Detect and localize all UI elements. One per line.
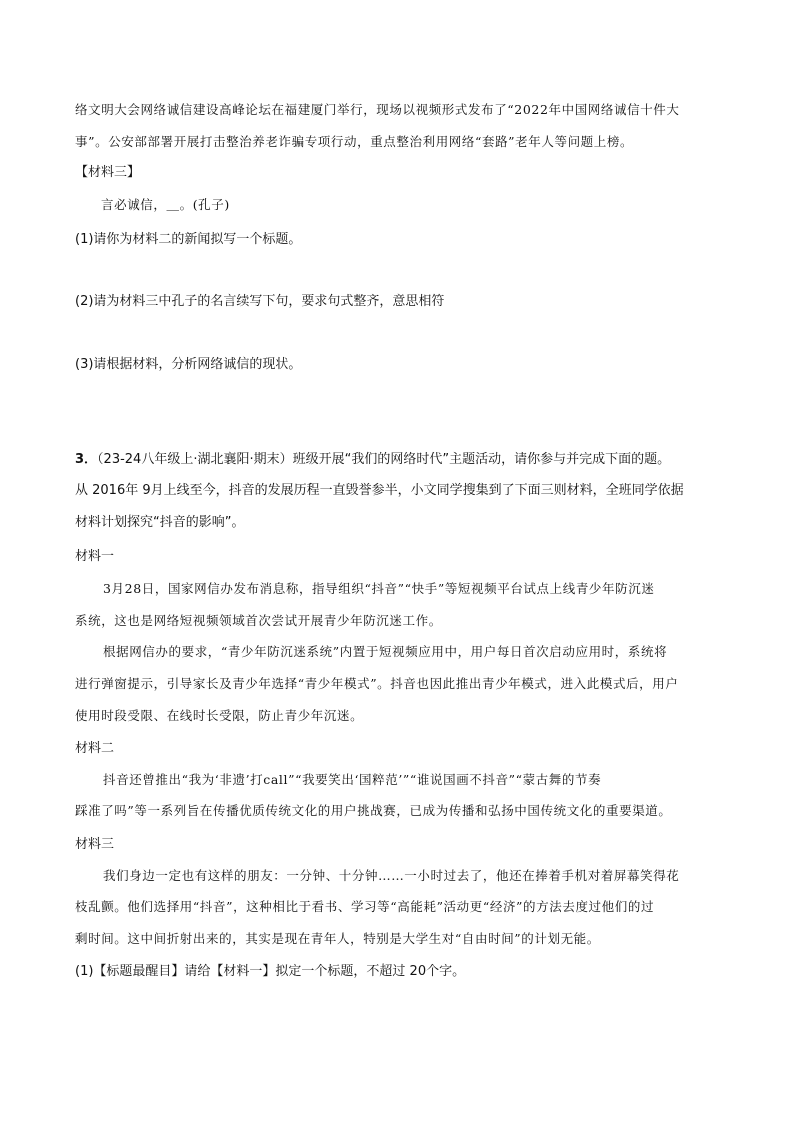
material-three-quote: 言必诚信，＿。(孔子) — [101, 197, 230, 212]
problem-prompt: 班级开展“我们的网络时代”主题活动，请你参与并完成下面的题。 — [292, 452, 671, 467]
material-three-line: 我们身边一定也有这样的朋友：一分钟、十分钟……一小时过去了，他还在捧着手机对着屏幕笑得花 — [103, 868, 680, 883]
material-one-line: 使用时段受限、在线时长受限，防止青少年沉迷。 — [75, 708, 364, 723]
material-two-line: 踩准了吗”等一系列旨在传播优质传统文化的用户挑战赛，已成为传播和弘扬中国传统文化的重要渠道。 — [75, 803, 672, 818]
problem-source: （23-24八年级上·湖北襄阳·期末） — [97, 452, 293, 467]
problem-3-heading — [75, 451, 670, 469]
problem-intro-line: 从 2016年 9月上线至今，抖音的发展历程一直毁誉参半，小文同学搜集到了下面三则材料，全班同学依据 — [75, 483, 684, 498]
problem-intro-line: 材料计划探究“抖音的影响”。 — [75, 515, 245, 530]
material-one-line: 3月28日，国家网信办发布消息称，指导组织“抖音”“快手”等短视频平台试点上线青少年防沉迷 — [103, 581, 655, 596]
problem-number: 3． — [75, 452, 98, 467]
question-3: (3)请根据材料，分析网络诚信的现状。 — [75, 357, 302, 372]
material-three-line: 剩时间。这中间折射出来的，其实是现在青年人，特别是大学生对“自由时间”的计划无能。 — [75, 931, 600, 946]
question-2: (2)请为材料三中孔子的名言续写下句，要求句式整齐，意思相符 — [75, 294, 445, 309]
material-one-line: 进行弹窗提示，引导家长及青少年选择“青少年模式”。抖音也因此推出青少年模式，进入此模式后，用户 — [75, 676, 679, 691]
material-one-line: 系统，这也是网络短视频领域首次尝试开展青少年防沉迷工作。 — [75, 613, 442, 628]
material-two-line: 抖音还曾推出“我为‘非遗’打call”“我要笑出‘国粹范’”“谁说国画不抖音”“蒙古舞的节奏 — [103, 772, 602, 787]
material-two-heading: 材料二 — [75, 741, 115, 756]
material-three-heading-2: 材料三 — [75, 837, 115, 852]
material-three-line: 枝乱颤。他们选择用“抖音”，这种相比于看书、学习等“高能耗”活动更“经济”的方法去度过他们的过 — [75, 899, 655, 914]
material-one-heading: 材料一 — [75, 549, 115, 564]
material-three-heading: 【材料三】 — [75, 165, 141, 180]
question-title-task: (1)【标题最醒目】请给【材料一】拟定一个标题，不超过 20个字。 — [75, 964, 466, 979]
passage-line: 事”。公安部部署开展打击整治养老诈骗专项行动，重点整治利用网络“套路”老年人等问题上榜。 — [75, 134, 634, 149]
material-one-line: 根据网信办的要求，“青少年防沉迷系统”内置于短视频应用中，用户每日首次启动应用时，系统将 — [103, 644, 668, 659]
passage-line: 络文明大会网络诚信建设高峰论坛在福建厦门举行，现场以视频形式发布了“2022年中国网络诚信十件大 — [75, 102, 680, 117]
question-1: (1)请你为材料二的新闻拟写一个标题。 — [75, 232, 302, 247]
